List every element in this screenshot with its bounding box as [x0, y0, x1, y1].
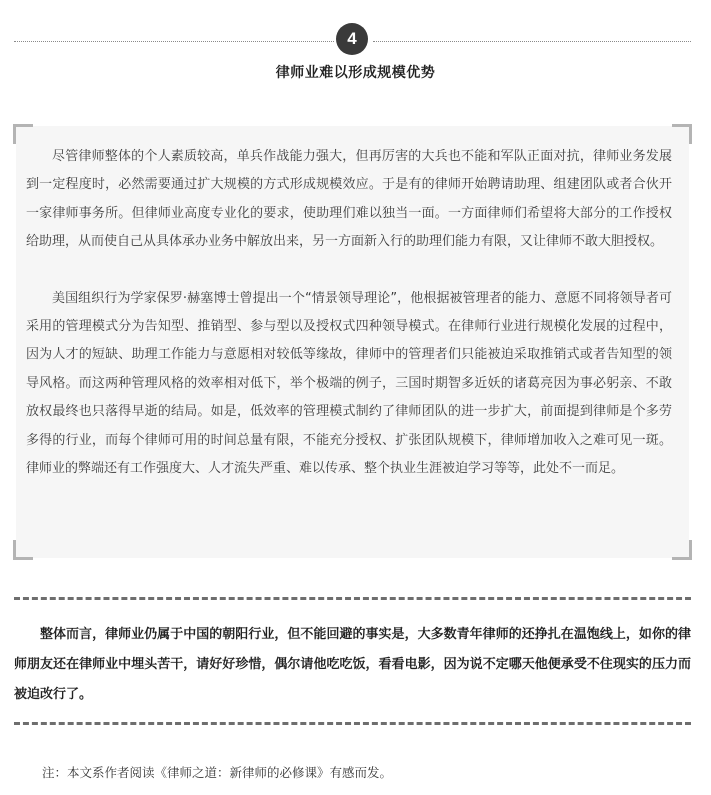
quote-paragraph-2: 美国组织行为学家保罗·赫塞博士曾提出一个“情景领导理论”，他根据被管理者的能力、意愿不同将领导者可采用的管理模式分为告知型、推销型、参与型以及授权式四种领导模式。在律师行业进行规模化发展的过程中，因为人才的短缺、助理工作能力与意愿相对较低等缘故，律师中的管理者们只能被迫采取推销式或者告知型的领导风格。而这两种管理风格的效率相对低下，举个极端的例子，三国时期智多近妖的诸葛亮因为事必躬亲、不敢放权最终也只落得早逝的结局。如是，低效率的管理模式制约了律师团队的进一步扩大，前面提到律师是个多劳多得的行业，而每个律师可用的时间总量有限，不能充分授权、扩张团队规模下，律师增加收入之难可见一斑。律师业的弊端还有工作强度大、人才流失严重、难以传承、整个执业生涯被迫学习等等，此处不一而足。: [26, 290, 672, 477]
section-number-badge: 4: [336, 23, 368, 55]
dotted-divider-right: [373, 41, 691, 42]
quote-paragraph-1: 尽管律师整体的个人素质较高，单兵作战能力强大，但再厉害的大兵也不能和军队正面对抗，律师业务发展到一定程度时，必然需要通过扩大规模的方式形成规模效应。于是有的律师开始聘请助理、组建团队或者合伙开一家律师事务所。但律师业高度专业化的要求，使助理们难以独当一面。一方面律师们希望将大部分的工作授权给助理，从而使自己从具体承办业务中解放出来，另一方面新入行的助理们能力有限，又让律师不敢大胆授权。: [26, 149, 672, 250]
dashed-separator-bottom: [14, 722, 691, 725]
summary-paragraph: 整体而言，律师业仍属于中国的朝阳行业，但不能回避的事实是，大多数青年律师的还挣扎在温饱线上，如你的律师朋友还在律师业中埋头苦干，请好好珍惜，偶尔请他吃吃饭，看看电影，因为说不定哪天他便承受不住现实的压力而被迫改行了。: [14, 627, 691, 702]
footnote: 注：本文系作者阅读《律师之道：新律师的必修课》有感而发。: [42, 765, 393, 780]
dashed-separator-top: [14, 597, 691, 600]
corner-bracket-top-right: [672, 124, 692, 144]
corner-bracket-bottom-left: [13, 540, 33, 560]
dotted-divider-left: [14, 41, 334, 42]
quote-text: [26, 143, 672, 483]
corner-bracket-bottom-right: [672, 540, 692, 560]
quote-box: [16, 126, 689, 558]
section-title: 律师业难以形成规模优势: [275, 65, 436, 81]
corner-bracket-top-left: [13, 124, 33, 144]
section-header: [0, 18, 711, 62]
